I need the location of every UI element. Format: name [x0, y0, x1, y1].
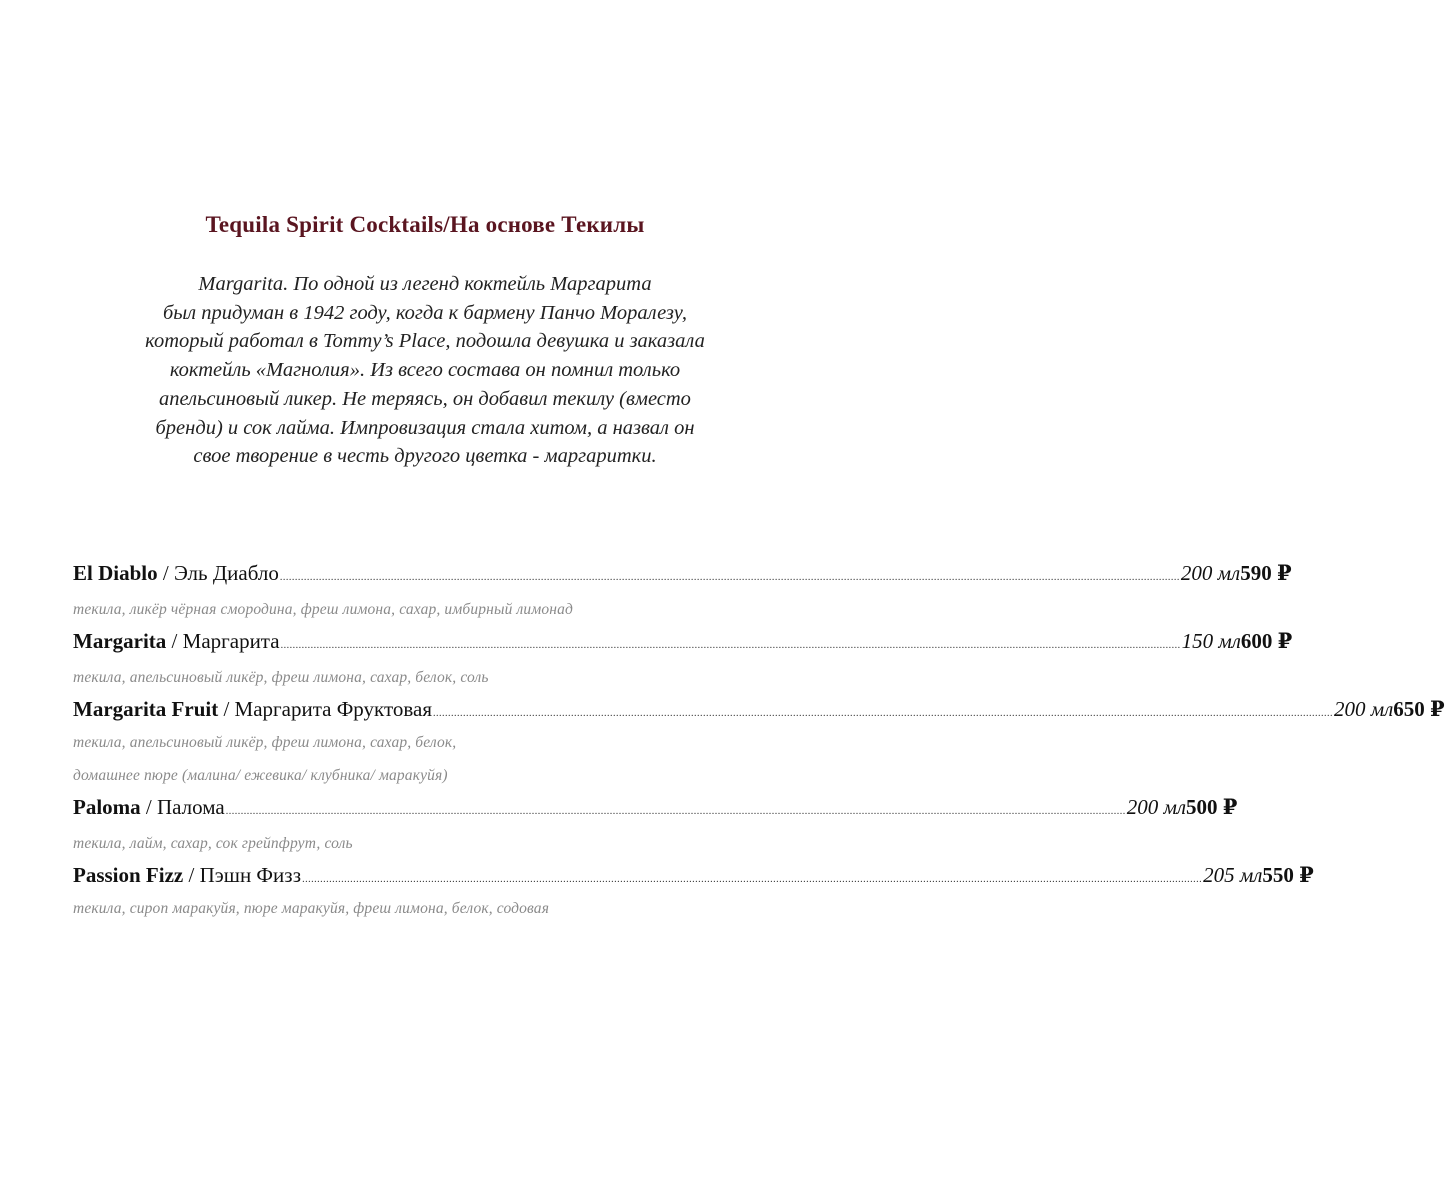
item-volume: 200 мл — [1333, 697, 1394, 721]
item-name-ru: Эль Диабло — [173, 561, 279, 585]
intro-line: свое творение в честь другого цветка - маргаритки. — [193, 445, 657, 468]
item-price: 500 ₽ — [1186, 795, 1238, 819]
intro-line: бренди) и сок лайма. Импровизация стала хитом, а назвал он — [155, 416, 695, 439]
dot-leader: ............................................................................................................................................................................................................................................................................................................ — [225, 806, 1126, 817]
item-separator: / — [218, 697, 235, 721]
dot-leader: ............................................................................................................................................................................................................................................................................................................ — [302, 874, 1203, 885]
item-price: 590 ₽ — [1240, 561, 1292, 585]
intro-line: Margarita. По одной из легенд коктейль Маргарита — [198, 273, 652, 295]
item-name-en: Margarita Fruit — [73, 697, 219, 721]
intro-paragraph — [0, 270, 850, 471]
item-volume: 205 мл — [1203, 863, 1263, 887]
item-description: текила, ликёр чёрная смородина, фреш лимона, сахар, имбирный лимонад — [73, 601, 574, 618]
dot-leader: ............................................................................................................................................................................................................................................................................................................ — [432, 708, 1333, 719]
item-price: 650 ₽ — [1393, 697, 1445, 721]
intro-line: коктейль «Магнолия». Из всего состава он помнил только — [169, 359, 681, 382]
intro-line: был придуман в 1942 году, когда к бармену Панчо Моралезу, — [162, 301, 687, 324]
page-title: Tequila Spirit Cocktails/На основе Текилы — [205, 212, 645, 237]
item-description: текила, сироп маракуйя, пюре маракуйя, фреш лимона, белок, содовая — [73, 900, 550, 917]
item-separator: / — [166, 629, 183, 653]
item-name-ru: Маргарита Фруктовая — [234, 697, 432, 721]
item-volume: 200 мл — [1180, 561, 1241, 585]
dot-leader: ............................................................................................................................................................................................................................................................................................................ — [280, 640, 1181, 651]
menu-item — [73, 794, 1238, 826]
item-name-ru: Маргарита — [182, 629, 280, 653]
item-name-en: Passion Fizz — [73, 863, 184, 887]
item-description: текила, апельсиновый ликёр, фреш лимона, сахар, белок, соль — [73, 669, 489, 686]
item-description: текила, лайм, сахар, сок грейпфрут, соль — [73, 835, 353, 852]
item-name-ru: Палома — [157, 795, 225, 819]
menu-item — [73, 862, 1314, 894]
intro-line: который работал в Tommy’s Place, подошла девушка и заказала — [145, 330, 705, 353]
intro-line: апельсиновый ликер. Не теряясь, он добавил текилу (вместо — [159, 387, 691, 410]
item-description: текила, апельсиновый ликёр, фреш лимона, сахар, белок, — [73, 734, 457, 751]
menu-item — [73, 696, 1445, 728]
dot-leader: ............................................................................................................................................................................................................................................................................................................ — [279, 572, 1180, 583]
item-price: 600 ₽ — [1240, 629, 1293, 653]
item-separator: / — [140, 795, 157, 819]
item-separator: / — [157, 561, 174, 585]
item-name-ru: Пэшн Физз — [199, 863, 302, 887]
item-name-en: Paloma — [73, 795, 141, 819]
item-volume: 150 мл — [1181, 629, 1241, 653]
menu-item — [73, 628, 1293, 660]
item-price: 550 ₽ — [1262, 863, 1314, 887]
menu-item — [73, 560, 1292, 592]
item-name-en: El Diablo — [73, 561, 158, 585]
item-separator: / — [183, 863, 200, 887]
item-description: домашнее пюре (малина/ ежевика/ клубника/ маракуйя) — [73, 767, 448, 784]
item-volume: 200 мл — [1126, 795, 1187, 819]
item-name-en: Margarita — [73, 629, 167, 653]
cocktail-menu — [73, 560, 1445, 924]
